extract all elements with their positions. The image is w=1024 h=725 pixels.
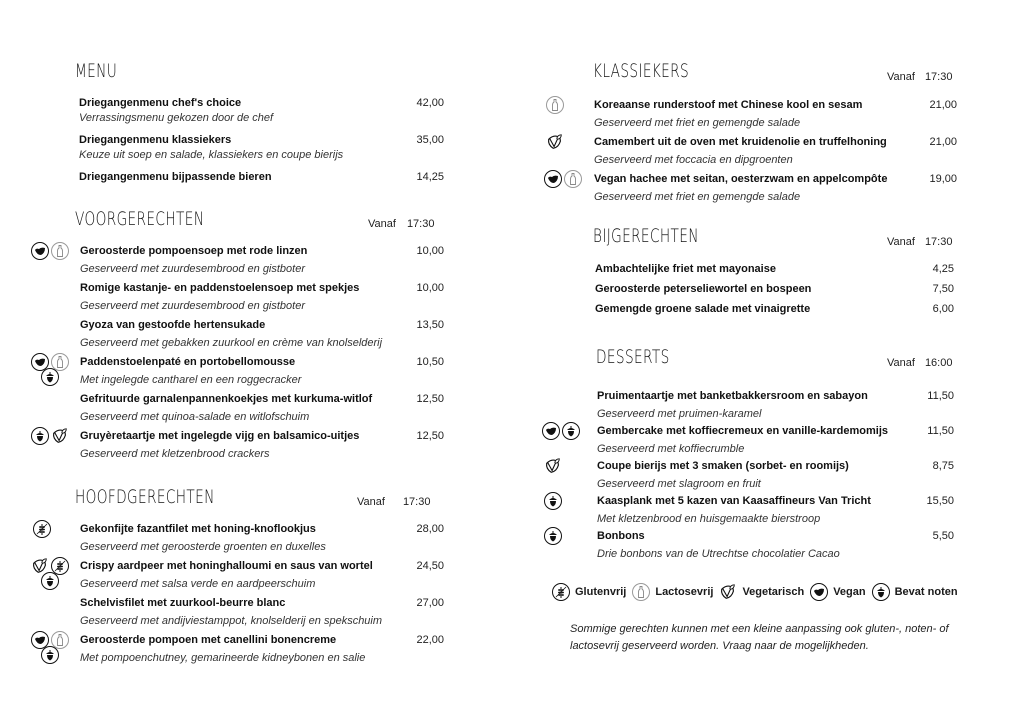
legend-label: Lactosevrij <box>655 586 714 598</box>
menu-item <box>595 303 810 316</box>
item-name: Koreaanse runderstoof met Chinese kool en sesam <box>594 99 863 111</box>
gluten-free-icon <box>552 583 570 601</box>
item-price: 6,00 <box>932 303 954 315</box>
item-name: Kaasplank met 5 kazen van Kaasaffineurs Van Tricht <box>597 495 871 507</box>
item-price: 14,25 <box>416 171 444 183</box>
serving-time <box>887 357 952 369</box>
dietary-icons <box>31 353 73 393</box>
item-desc: Met kletzenbrood en huisgemaakte bierstroop <box>597 513 821 525</box>
dietary-icons <box>31 427 73 467</box>
item-name: Gekonfijte fazantfilet met honing-knoflookjus <box>80 523 316 535</box>
dietary-icons <box>546 133 588 173</box>
legend-icon-wrap <box>632 583 650 601</box>
item-price: 11,50 <box>927 425 954 437</box>
contains-nuts-icon <box>872 583 890 601</box>
item-desc: Geserveerd met quinoa-salade en witlofschuim <box>80 411 310 423</box>
menu-item <box>79 134 343 162</box>
contains-nuts-icon <box>41 368 59 386</box>
vanaf-label: Vanaf <box>887 357 915 369</box>
contains-nuts-icon <box>544 492 562 510</box>
menu-item <box>597 425 888 456</box>
item-desc: Geserveerd met friet en gemengde salade <box>594 117 801 129</box>
section-title-desserts: DESSERTS <box>596 346 670 368</box>
vegetarian-icon <box>546 133 564 151</box>
item-desc: Geserveerd met foccacia en dipgroenten <box>594 154 793 166</box>
item-name: Gembercake met koffiecremeux en vanille-kardemomijs <box>597 425 889 437</box>
item-name: Pruimentaartje met banketbakkersroom en sabayon <box>597 390 868 402</box>
lactose-free-icon <box>546 96 564 114</box>
dietary-icons <box>544 527 586 567</box>
item-price: 13,50 <box>416 319 444 331</box>
legend-icon-wrap <box>719 583 737 601</box>
section-title-hoofdgerechten: HOOFDGERECHTEN <box>75 486 215 508</box>
contains-nuts-icon <box>562 422 580 440</box>
item-price: 12,50 <box>416 393 444 405</box>
dietary-icons <box>31 242 73 282</box>
lactose-free-icon <box>564 170 582 188</box>
item-price: 10,00 <box>416 245 444 257</box>
vegetarian-icon <box>719 583 737 601</box>
legend-label: Vegetarisch <box>742 586 805 598</box>
legend-item-lactose-free <box>632 583 713 601</box>
vegan-icon <box>544 170 562 188</box>
item-name: Driegangenmenu bijpassende bieren <box>79 171 272 183</box>
item-price: 4,25 <box>932 263 954 275</box>
item-desc: Geserveerd met zuurdesembrood en gistboter <box>80 300 306 312</box>
vanaf-time: 17:30 <box>924 236 953 248</box>
item-desc: Met ingelegde cantharel en een roggecracker <box>80 374 302 386</box>
item-price: 21,00 <box>929 99 957 111</box>
dietary-note: Sommige gerechten kunnen met een kleine aanpassing ook gluten-, noten- of lactosevrij geserveerd worden. Vraag naar de mogelijkheden. <box>570 623 949 652</box>
item-price: 7,50 <box>932 283 954 295</box>
serving-time <box>887 71 952 83</box>
menu-item <box>80 282 359 313</box>
item-price: 11,50 <box>927 390 954 402</box>
item-name: Coupe bierijs met 3 smaken (sorbet- en roomijs) <box>597 460 849 472</box>
item-name: Driegangenmenu klassiekers <box>79 134 232 146</box>
legend-icon-wrap <box>552 583 570 601</box>
item-price: 21,00 <box>929 136 957 148</box>
lactose-free-icon <box>632 583 650 601</box>
item-desc: Drie bonbons van de Utrechtse chocolatier Cacao <box>597 548 840 560</box>
legend-icon-wrap <box>810 583 828 601</box>
item-price: 28,00 <box>416 523 444 535</box>
legend-item-gluten-free <box>552 583 626 601</box>
vanaf-time: 17:30 <box>924 71 953 83</box>
dietary-icons <box>31 557 73 597</box>
item-price: 8,75 <box>932 460 954 472</box>
item-name: Crispy aardpeer met honinghalloumi en saus van wortel <box>80 560 373 572</box>
menu-item <box>80 430 359 461</box>
legend-label: Glutenvrij <box>575 586 627 598</box>
item-desc: Met pompoenchutney, gemarineerde kidneybonen en salie <box>80 652 366 664</box>
gluten-free-icon <box>33 520 51 538</box>
menu-item <box>80 393 372 424</box>
item-name: Bonbons <box>597 530 645 542</box>
vegan-icon <box>810 583 828 601</box>
item-price: 27,00 <box>416 597 444 609</box>
legend-item-vegan <box>810 583 865 601</box>
item-price: 35,00 <box>416 134 444 146</box>
section-title-menu: MENU <box>75 60 118 82</box>
item-name: Romige kastanje- en paddenstoelensoep met spekjes <box>80 282 360 294</box>
menu-item <box>80 245 307 276</box>
legend-label: Vegan <box>833 586 866 598</box>
item-desc: Geserveerd met zuurdesembrood en gistboter <box>80 263 306 275</box>
section-title-bijgerechten: BIJGERECHTEN <box>593 225 699 247</box>
dietary-legend <box>552 583 964 601</box>
item-name: Gemengde groene salade met vinaigrette <box>595 303 811 315</box>
menu-item <box>597 460 849 491</box>
menu-item <box>80 523 326 554</box>
item-price: 12,50 <box>416 430 444 442</box>
vanaf-time: 17:30 <box>402 496 431 508</box>
legend-label: Bevat noten <box>894 586 958 598</box>
item-desc: Keuze uit soep en salade, klassiekers en coupe bierijs <box>79 149 344 161</box>
item-desc: Geserveerd met pruimen-karamel <box>597 408 762 420</box>
item-name: Gefrituurde garnalenpannenkoekjes met kurkuma-witlof <box>80 393 373 405</box>
vegetarian-icon <box>51 427 69 445</box>
item-desc: Geserveerd met friet en gemengde salade <box>594 191 801 203</box>
vanaf-label: Vanaf <box>887 71 915 83</box>
menu-item <box>80 560 373 591</box>
menu-item <box>594 99 862 130</box>
vegetarian-icon <box>544 457 562 475</box>
menu-item <box>594 173 887 204</box>
dietary-icons <box>544 492 586 532</box>
item-name: Geroosterde pompoen met canellini bonencreme <box>80 634 337 646</box>
item-desc: Geserveerd met andijviestamppot, knolselderij en spekschuim <box>80 615 383 627</box>
menu-item <box>79 97 273 125</box>
item-name: Camembert uit de oven met kruidenolie en truffelhoning <box>594 136 887 148</box>
menu-item <box>597 390 868 421</box>
item-desc: Geserveerd met geroosterde groenten en duxelles <box>80 541 326 553</box>
item-price: 5,50 <box>932 530 954 542</box>
section-title-voorgerechten: VOORGERECHTEN <box>75 208 205 230</box>
legend-icon-wrap <box>872 583 890 601</box>
menu-item <box>80 319 382 350</box>
menu-item <box>79 171 272 184</box>
vanaf-time: 17:30 <box>406 218 435 230</box>
item-price: 10,00 <box>416 282 444 294</box>
legend-item-vegetarian <box>719 583 804 601</box>
item-name: Driegangenmenu chef's choice <box>79 97 242 109</box>
item-price: 10,50 <box>416 356 444 368</box>
vanaf-label: Vanaf <box>357 496 385 508</box>
menu-item <box>594 136 887 167</box>
item-desc: Geserveerd met salsa verde en aardpeerschuim <box>80 578 316 590</box>
item-price: 22,00 <box>416 634 444 646</box>
menu-item <box>597 530 840 561</box>
lactose-free-icon <box>51 242 69 260</box>
item-name: Geroosterde pompoensoep met rode linzen <box>80 245 308 257</box>
item-name: Schelvisfilet met zuurkool-beurre blanc <box>80 597 286 609</box>
menu-item <box>80 356 301 387</box>
vanaf-time: 16:00 <box>924 357 953 369</box>
contains-nuts-icon <box>41 646 59 664</box>
item-price: 15,50 <box>926 495 954 507</box>
serving-time <box>357 496 430 508</box>
serving-time <box>368 218 434 230</box>
dietary-icons <box>33 520 75 560</box>
item-name: Ambachtelijke friet met mayonaise <box>595 263 776 275</box>
item-desc: Verrassingsmenu gekozen door de chef <box>79 112 274 124</box>
menu-item <box>80 597 382 628</box>
dietary-icons <box>544 457 586 497</box>
item-desc: Geserveerd met gebakken zuurkool en crème van knolselderij <box>80 337 383 349</box>
legend-item-contains-nuts <box>872 583 958 601</box>
dietary-icons <box>544 170 586 210</box>
item-name: Gyoza van gestoofde hertensukade <box>80 319 266 331</box>
menu-item <box>597 495 871 526</box>
vanaf-label: Vanaf <box>368 218 396 230</box>
menu-item <box>595 283 811 296</box>
menu-item <box>80 634 365 665</box>
section-title-klassiekers: KLASSIEKERS <box>593 60 690 82</box>
item-price: 24,50 <box>416 560 444 572</box>
item-desc: Geserveerd met slagroom en fruit <box>597 478 761 490</box>
serving-time <box>887 236 952 248</box>
item-desc: Geserveerd met koffiecrumble <box>597 443 745 455</box>
vegan-icon <box>542 422 560 440</box>
vanaf-label: Vanaf <box>887 236 915 248</box>
menu-item <box>595 263 776 276</box>
item-name: Gruyèretaartje met ingelegde vijg en balsamico-uitjes <box>80 430 360 442</box>
contains-nuts-icon <box>41 572 59 590</box>
contains-nuts-icon <box>544 527 562 545</box>
item-desc: Geserveerd met kletzenbrood crackers <box>80 448 270 460</box>
item-name: Geroosterde peterseliewortel en bospeen <box>595 283 812 295</box>
item-name: Vegan hachee met seitan, oesterzwam en appelcompôte <box>594 173 888 185</box>
item-price: 19,00 <box>929 173 957 185</box>
contains-nuts-icon <box>31 427 49 445</box>
dietary-icons <box>546 96 588 136</box>
item-price: 42,00 <box>416 97 444 109</box>
vegan-icon <box>31 242 49 260</box>
dietary-icons <box>31 631 73 671</box>
item-name: Paddenstoelenpaté en portobellomousse <box>80 356 296 368</box>
